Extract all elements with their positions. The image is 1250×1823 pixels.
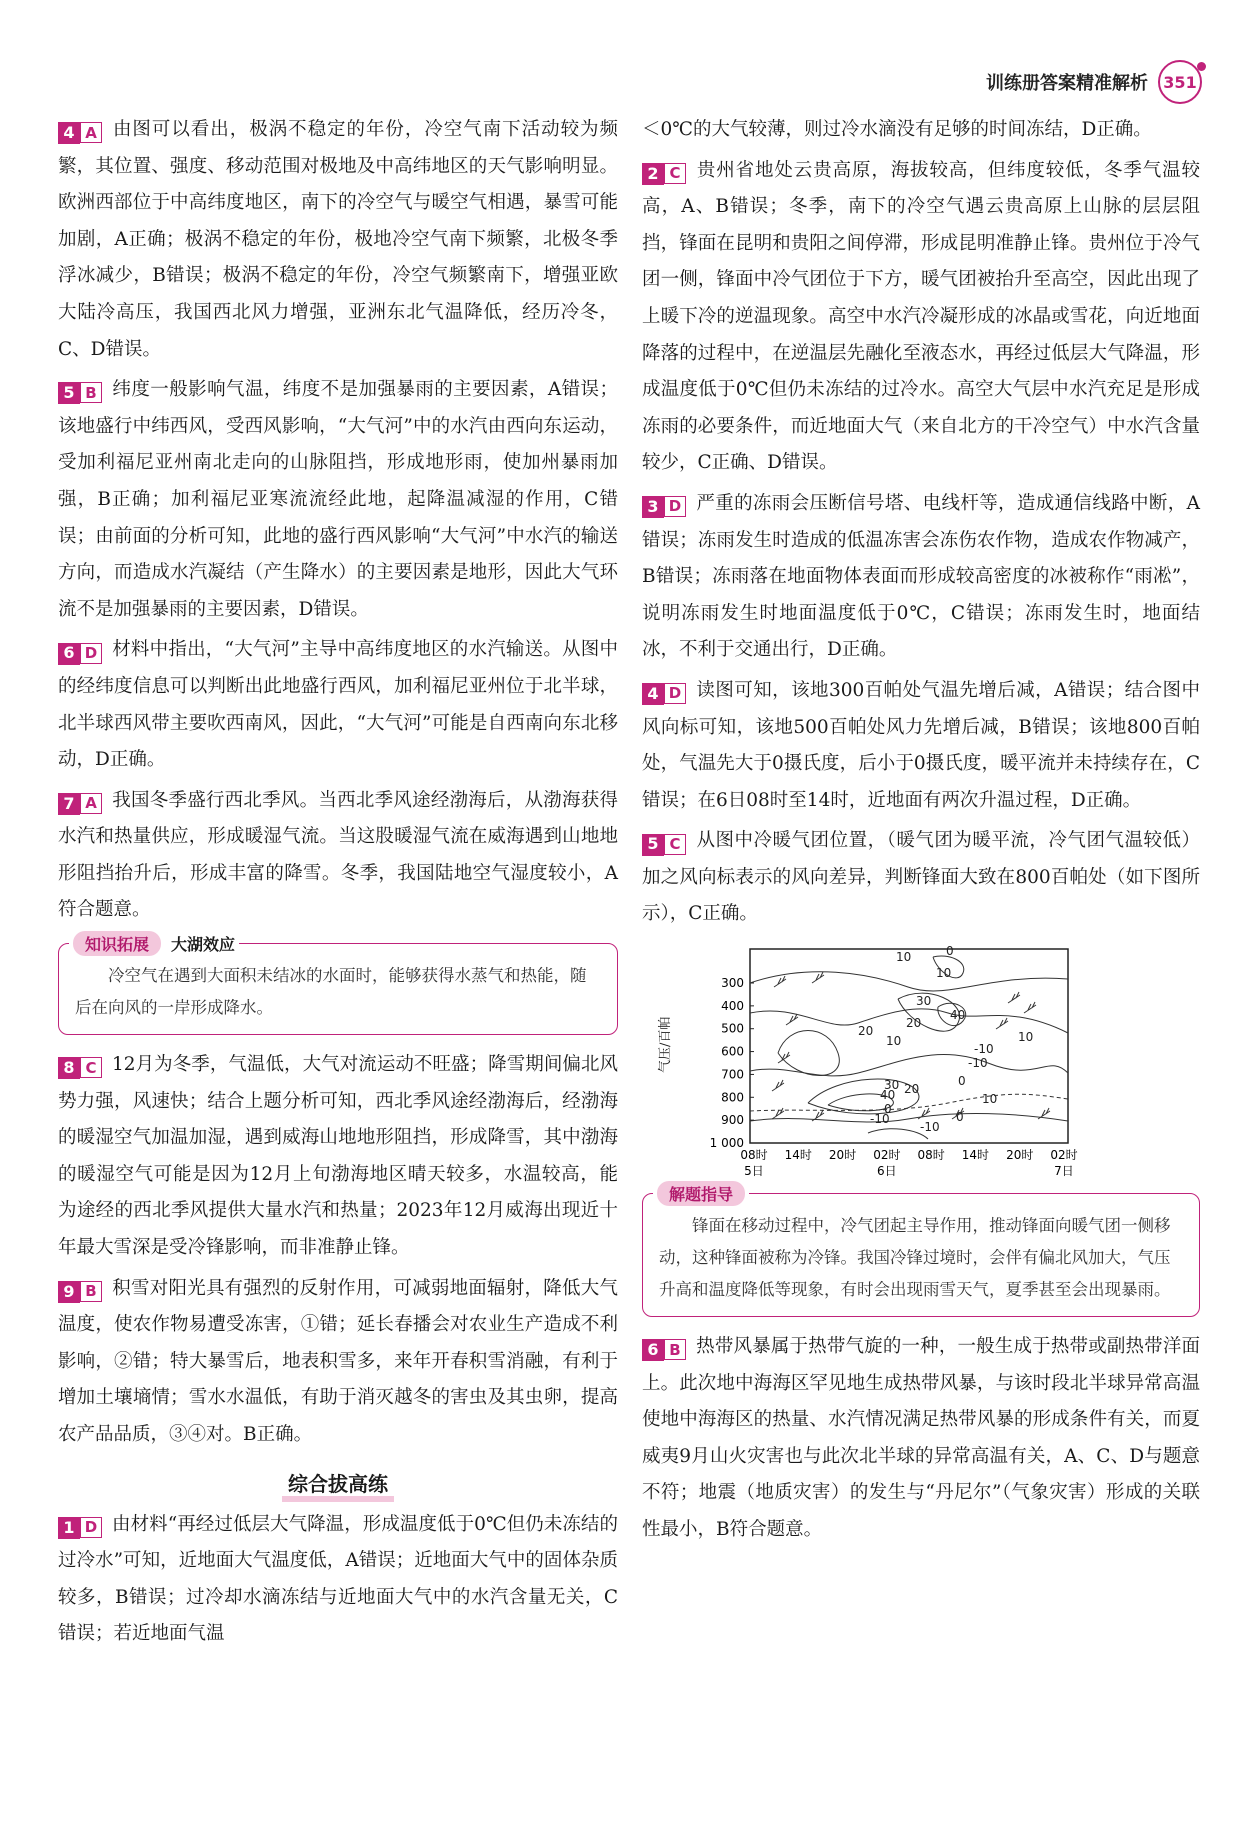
wind-barb — [772, 1108, 784, 1119]
x-tick-label: 02时 — [873, 1148, 901, 1163]
day-label: 6日 — [877, 1164, 897, 1179]
contour-label: 10 — [896, 950, 912, 965]
answer-letter: A — [80, 122, 102, 143]
x-tick-label: 20时 — [828, 1148, 857, 1163]
contour-label: -10 — [974, 1042, 994, 1057]
contour-label: 10 — [886, 1034, 902, 1049]
question-number: 7 — [58, 793, 80, 815]
answer-letter: D — [664, 496, 686, 517]
answer-letter: B — [80, 1281, 102, 1302]
answer-item — [642, 673, 1200, 819]
contour-label: 10 — [936, 966, 952, 981]
isotherm-line — [750, 972, 1068, 991]
wind-barb — [996, 1018, 1008, 1029]
x-tick-label: 02时 — [1050, 1148, 1078, 1163]
page-number: 351 — [1158, 60, 1202, 104]
contour-label: 0 — [884, 1102, 892, 1117]
contour-label: 20 — [858, 1024, 874, 1039]
answer-letter: C — [80, 1057, 102, 1078]
question-number: 6 — [642, 1339, 664, 1361]
wind-barb — [786, 1014, 798, 1025]
answer-badge — [642, 496, 686, 518]
y-tick-label: 800 — [721, 1090, 744, 1105]
answer-item — [642, 153, 1200, 482]
answer-letter: D — [80, 1517, 102, 1538]
answer-badge — [642, 834, 686, 856]
contour-label: -10 — [870, 1112, 890, 1127]
answer-text: 材料中指出，“大气河”主导中高纬度地区的水汽输送。从图中的经纬度信息可以判断出此地盛行西风，加利福尼亚州位于北半球，北半球西风带主要吹西南风，因此，“大气河”可能是自西南向东北移动，D正确。 — [58, 639, 618, 771]
left-column — [58, 112, 618, 1657]
question-number: 4 — [58, 122, 80, 144]
wind-barb — [1024, 1002, 1036, 1013]
box-tag-subtitle: 大湖效应 — [171, 935, 236, 955]
contour-label: 0 — [958, 1074, 966, 1089]
y-tick-label: 600 — [721, 1044, 744, 1059]
y-tick-label: 1 000 — [709, 1136, 744, 1151]
answer-badge — [58, 122, 102, 144]
y-tick-label: 700 — [721, 1067, 744, 1082]
question-number: 6 — [58, 643, 80, 665]
y-tick-label: 300 — [721, 976, 744, 991]
answer-badge — [642, 1339, 686, 1361]
box-text: 锋面在移动过程中，冷气团起主导作用，推动锋面向暖气团一侧移动，这种锋面被称为冷锋。我国冷锋过境时，会伴有偏北风加大，气压升高和温度降低等现象，有时会出现雨雪天气，夏季甚至会出现暴雨。 — [659, 1216, 1171, 1300]
answer-text: 我国冬季盛行西北季风。当西北季风途经渤海后，从渤海获得水汽和热量供应，形成暖湿气流。当这股暖湿气流在威海遇到山地地形阻挡抬升后，形成丰富的降雪。冬季，我国陆地空气湿度较小，A符合题意。 — [58, 789, 618, 921]
answer-badge — [642, 683, 686, 705]
contour-label: 40 — [950, 1008, 966, 1023]
question-number: 8 — [58, 1057, 80, 1079]
question-number: 5 — [642, 834, 664, 856]
answer-item — [58, 1047, 618, 1267]
question-number: 2 — [642, 163, 664, 185]
answer-item — [58, 372, 618, 628]
wind-barb — [772, 1080, 784, 1091]
continued-text: ＜0℃的大气较薄，则过冷水滴没有足够的时间冻结，D正确。 — [642, 119, 1152, 140]
answer-letter: D — [80, 643, 102, 664]
answer-item — [58, 112, 618, 368]
answer-badge — [642, 163, 686, 185]
answer-text: 12月为冬季，气温低，大气对流运动不旺盛；降雪期间偏北风势力强，风速快；结合上题分析可知，西北季风途经渤海后，经渤海的暖湿空气加温加湿，遇到威海山地地形阻挡，形成降雪，其中渤海的暖湿空气可能是因为12月上旬渤海地区晴天较多，水温较高，能为途经的西北季风提供大量水汽和热量；2023年12月威海出现近十年最大雪深是受冷锋影响，而非准静止锋。 — [58, 1054, 618, 1259]
contour-label: 0 — [946, 944, 954, 959]
answer-badge — [58, 382, 102, 404]
y-tick-label: 400 — [721, 998, 744, 1013]
decorative-dot — [1197, 62, 1206, 71]
wind-barb — [774, 976, 786, 987]
question-number: 1 — [58, 1517, 80, 1539]
answer-text: 严重的冻雨会压断信号塔、电线杆等，造成通信线路中断，A错误；冻雨发生时造成的低温冻害会冻伤农作物，造成农作物减产，B错误；冻雨落在地面物体表面而形成较高密度的冰被称作“雨凇”，说明冻雨发生时地面温度低于0℃，C错误；冻雨发生时，地面结冰，不利于交通出行，D正确。 — [642, 492, 1200, 661]
answer-text: 热带风暴属于热带气旋的一种，一般生成于热带或副热带洋面上。此次地中海海区罕见地生成热带风暴，与该时段北半球异常高温使地中海海区的热量、水汽情况满足热带风暴的形成条件有关，而夏威夷9月山火灾害也与此次北半球的异常高温有关，A、C、D与题意不符；地震（地质灾害）的发生与“丹尼尔”（气象灾害）形成的关联性最小，B符合题意。 — [642, 1336, 1200, 1541]
question-number: 3 — [642, 496, 664, 518]
x-tick-label: 14时 — [961, 1148, 990, 1163]
answer-text: 由材料“再经过低层大气降温，形成温度低于0℃但仍未冻结的过冷水”可知，近地面大气温度低，A错误；近地面大气中的固体杂质较多，B错误；过冷却水滴冻结与近地面大气中的水汽含量无关，C错误；若近地面气温 — [58, 1513, 618, 1645]
isotherm-line — [750, 1055, 1068, 1076]
answer-letter: D — [664, 683, 686, 704]
contour-label: 10 — [982, 1092, 998, 1107]
answer-text: 积雪对阳光具有强烈的反射作用，可减弱地面辐射，降低大气温度，使农作物易遭受冻害，①错；延长春播会对农业生产造成不利影响，②错；特大暴雪后，地表积雪多，来年开春积雪消融，有利于增加土壤墒情；雪水水温低，有助于消灭越冬的害虫及其虫卵，提高农产品品质，③④对。B正确。 — [58, 1277, 618, 1445]
chart-ylabel: 气压/百帕 — [658, 1016, 673, 1074]
section-title-text: 综合拔高练 — [282, 1472, 394, 1502]
header-title: 训练册答案精准解析 — [986, 73, 1148, 94]
box-text: 冷空气在遇到大面积未结冰的水面时，能够获得水蒸气和热能，随后在向风的一岸形成降水。 — [75, 966, 587, 1018]
isotherm-chart — [658, 943, 1078, 1179]
isotherm-line — [808, 1079, 919, 1117]
contour-label: 30 — [884, 1078, 900, 1093]
answer-item — [642, 823, 1200, 933]
isotherm-line — [750, 1114, 1068, 1122]
answer-item — [642, 1329, 1200, 1549]
chart-svg — [688, 943, 1078, 1179]
front-line — [750, 1094, 1068, 1111]
y-tick-label: 500 — [721, 1021, 744, 1036]
right-column — [642, 112, 1200, 1553]
isotherm-line — [778, 1031, 839, 1076]
solving-guide-box — [642, 1185, 1200, 1317]
section-title — [58, 1468, 618, 1497]
answer-badge — [58, 1517, 102, 1539]
box-tag-label: 解题指导 — [657, 1181, 745, 1206]
day-label: 7日 — [1054, 1164, 1074, 1179]
answer-item — [58, 632, 618, 778]
answer-item — [642, 486, 1200, 669]
contour-label: 30 — [916, 994, 932, 1009]
answer-badge — [58, 1057, 102, 1079]
answer-letter: C — [664, 163, 686, 184]
answer-item — [58, 783, 618, 929]
x-tick-label: 08时 — [917, 1148, 945, 1163]
box-tag — [653, 1181, 749, 1206]
answer-badge — [58, 793, 102, 815]
question-number: 4 — [642, 683, 664, 705]
isotherm-line — [868, 1129, 928, 1139]
answer-letter: A — [80, 793, 102, 814]
contour-label: 10 — [1018, 1030, 1034, 1045]
page-header — [986, 62, 1202, 102]
answer-badge — [58, 1281, 102, 1303]
contour-label: 40 — [880, 1088, 896, 1103]
question-number: 5 — [58, 382, 80, 404]
answer-letter: B — [80, 382, 102, 403]
answer-text: 由图可以看出，极涡不稳定的年份，冷空气南下活动较为频繁，其位置、强度、移动范围对极地及中高纬地区的天气影响明显。欧洲西部位于中高纬度地区，南下的冷空气与暖空气相遇，暴雪可能加剧，A正确；极涡不稳定的年份，极地冷空气南下频繁，北极冬季浮冰减少，B错误；极涡不稳定的年份，冷空气频繁南下，增强亚欧大陆冷高压，我国西北风力增强，亚洲东北气温降低，经历冷冬，C、D错误。 — [58, 119, 618, 360]
y-tick-label: 900 — [721, 1113, 744, 1128]
contour-label: 0 — [956, 1110, 964, 1125]
plot-frame — [750, 949, 1068, 1143]
wind-barb — [918, 1108, 930, 1119]
day-label: 5日 — [744, 1164, 764, 1179]
contour-label: 20 — [906, 1016, 922, 1031]
answer-letter: C — [664, 834, 686, 855]
contour-label: -10 — [968, 1056, 988, 1071]
answer-text: 读图可知，该地300百帕处气温先增后减，A错误；结合图中风向标可知，该地500百帕处风力先增后减，B错误；该地800百帕处，气温先大于0摄氏度，后小于0摄氏度，暖平流并未持续存在，C错误；在6日08时至14时，近地面有两次升温过程，D正确。 — [642, 679, 1200, 811]
x-tick-label: 20时 — [1006, 1148, 1034, 1163]
answer-item — [58, 1507, 618, 1653]
wind-barb — [1008, 992, 1020, 1003]
contour-label: 20 — [904, 1082, 920, 1097]
answer-letter: B — [664, 1339, 686, 1360]
box-tag — [69, 931, 239, 956]
wind-barb — [812, 972, 824, 983]
answer-text: 从图中冷暖气团位置，（暖气团为暖平流，冷气团气温较低）加之风向标表示的风向差异，判断锋面大致在800百帕处（如下图所示），C正确。 — [642, 830, 1200, 925]
answer-text: 贵州省地处云贵高原，海拔较高，但纬度较低，冬季气温较高，A、B错误；冬季，南下的冷空气遇云贵高原上山脉的层层阻挡，锋面在昆明和贵阳之间停滞，形成昆明准静止锋。贵州位于冷气团一侧，锋面中冷气团位于下方，暖气团被抬升至高空，因此出现了上暖下冷的逆温现象。高空中水汽冷凝形成的冰晶或雪花，向近地面降落的过程中，在逆温层先融化至液态水，再经过低层大气降温，形成温度低于0℃但仍未冻结的过冷水。高空大气层中水汽充足是形成冻雨的必要条件，而近地面大气（来自北方的干冷空气）中水汽含量较少，C正确、D错误。 — [642, 159, 1200, 474]
box-tag-label: 知识拓展 — [73, 931, 161, 956]
knowledge-extension-box — [58, 935, 618, 1035]
answer-badge — [58, 643, 102, 665]
contour-label: -10 — [920, 1120, 940, 1135]
x-tick-label: 08时 — [740, 1148, 768, 1163]
answer-text: 纬度一般影响气温，纬度不是加强暴雨的主要因素，A错误；该地盛行中纬西风，受西风影响，“大气河”中的水汽由西向东运动，受加利福尼亚州南北走向的山脉阻挡，形成地形雨，使加州暴雨加强，B正确；加利福尼亚寒流流经此地，起降温减湿的作用，C错误；由前面的分析可知，此地的盛行西风影响“大气河”中水汽的输送方向，而造成水汽凝结（产生降水）的主要因素是地形，因此大气环流不是加强暴雨的主要因素，D错误。 — [58, 379, 618, 620]
question-number: 9 — [58, 1281, 80, 1303]
wind-barb — [778, 1052, 790, 1063]
answer-item — [58, 1271, 618, 1454]
x-tick-label: 14时 — [784, 1148, 812, 1163]
